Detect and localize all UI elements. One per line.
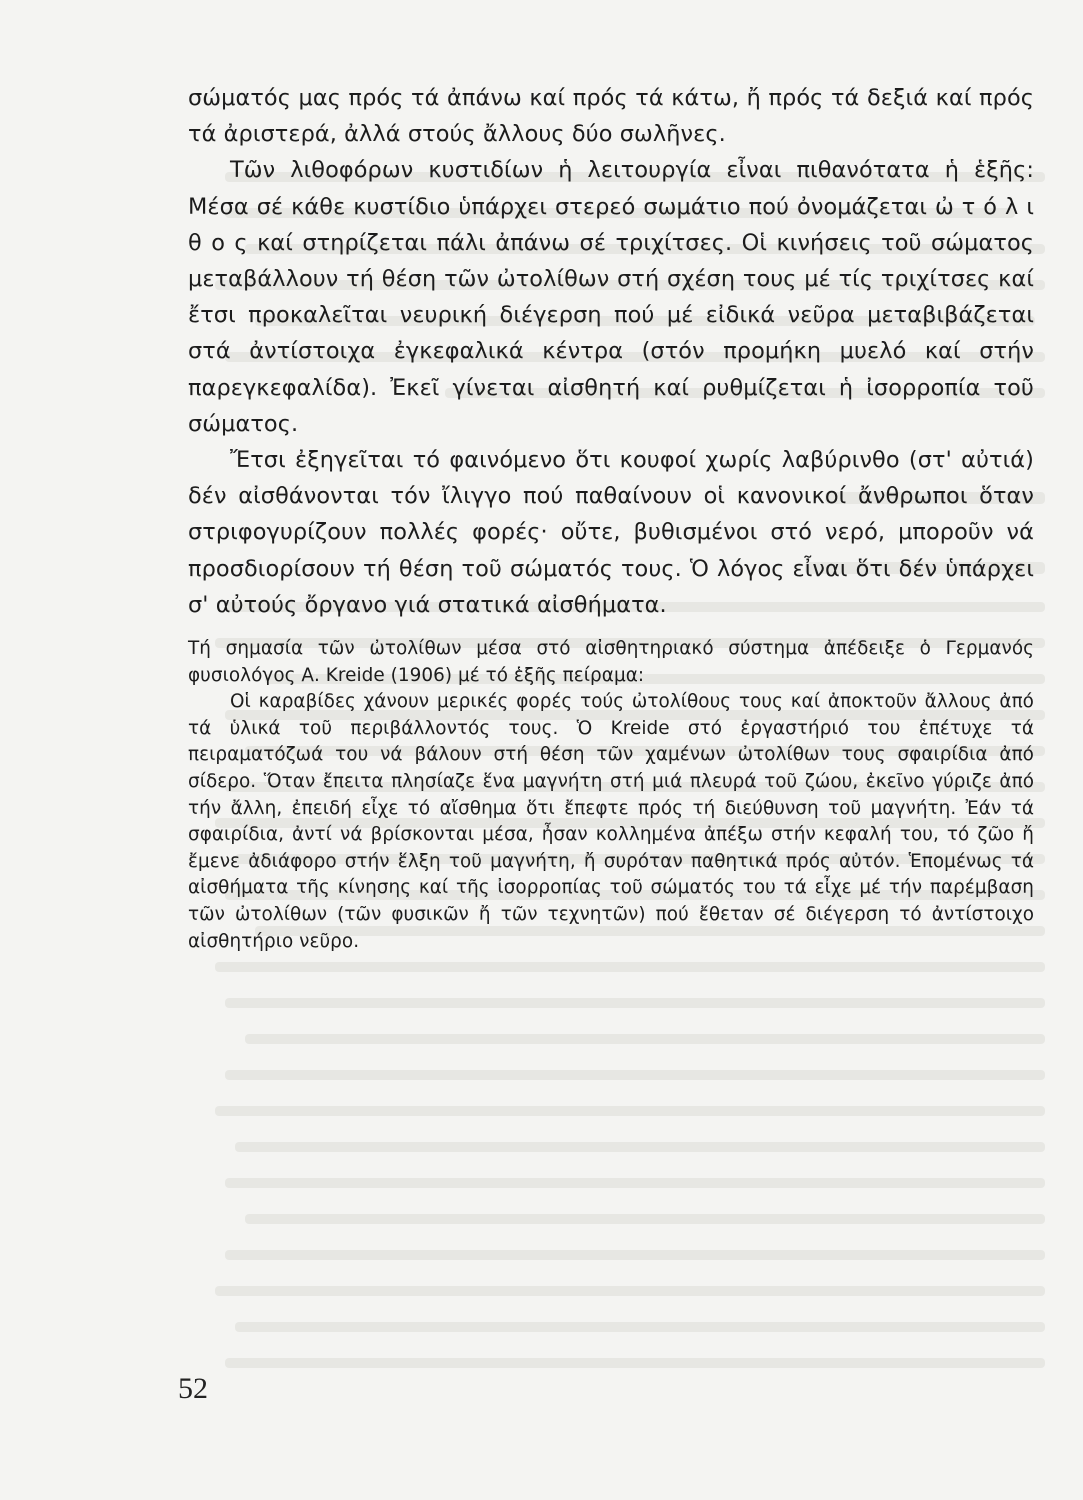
footnote-text [188,636,1034,955]
main-paragraph-2: Τῶν λιθοφόρων κυστιδίων ἡ λειτουργία εἶναι πιθανότατα ἡ ἑξῆς: Μέσα σέ κάθε κυστίδιο ὑπάρχει στερεό σωμάτιο πού ὀνομάζεται ὠ τ ό λ ι θ ο ς καί στηρίζεται πάλι ἀπάνω σέ τριχίτσες. Οἱ κινήσεις τοῦ σώματος μεταβάλλουν τή θέση τῶν ὠτολίθων στή σχέση τους μέ τίς τριχίτσες καί ἔτσι προκαλεῖται νευρική διέγερση πού μέ εἰδικά νεῦρα μεταβιβάζεται στά ἀντίστοιχα ἐγκεφαλικά κέντρα (στόν προμήκη μυελό καί στήν παρεγκεφαλίδα). Ἐκεῖ γίνεται αἰσθητή καί ρυθμίζεται ἡ ἰσορροπία τοῦ σώματος. [188,157,1034,437]
note-paragraph-2: Οἱ καραβίδες χάνουν μερικές φορές τούς ὠτολίθους τους καί ἀποκτοῦν ἄλλους ἀπό τά ὑλικά τοῦ περιβάλλοντός τους. Ὁ Kreide στό ἐργαστήριό του ἐπέτυχε τά πειραματόζωά του νά βάλουν στή θέση τῶν χαμένων ὠτολίθων τους σφαιρίδια ἀπό σίδερο. Ὅταν ἔπειτα πλησίαζε ἕνα μαγνήτη στή μιά πλευρά τοῦ ζώου, ἐκεῖνο γύριζε ἀπό τήν ἄλλη, ἐπειδή εἶχε τό αἴσθημα ὅτι ἔπεφτε πρός τή διεύθυνση τοῦ μαγνήτη. Ἐάν τά σφαιρίδια, ἀντί νά βρίσκονται μέσα, ἦσαν κολλημένα ἀπέξω στήν κεφαλή του, τό ζῶο ἤ ἔμενε ἀδιάφορο στήν ἕλξη τοῦ μαγνήτη, ἤ συρόταν παθητικά πρός αὐτόν. Ἑπομένως τά αἰσθήματα τῆς κίνησης καί τῆς ἰσορροπίας τοῦ σώματός του τά εἶχε μέ τήν παρέμβαση τῶν ὠτολίθων (τῶν φυσικῶν ἤ τῶν τεχνητῶν) πού ἔθεταν σέ διέγερση τό ἀντίστοιχο αἰσθητήριο νεῦρο. [188,691,1034,952]
main-body-text [188,80,1034,623]
main-paragraph-1: σώματός μας πρός τά ἀπάνω καί πρός τά κάτω, ἤ πρός τά δεξιά καί πρός τά ἀριστερά, ἀλλά στούς ἄλλους δύο σωλῆνες. [188,85,1034,148]
main-paragraph-3: Ἔτσι ἐξηγεῖται τό φαινόμενο ὅτι κουφοί χωρίς λαβύρινθο (στ' αὐτιά) δέν αἰσθάνονται τόν ἴλιγγο πού παθαίνουν οἱ κανονικοί ἄνθρωποι ὅταν στριφογυρίζουν πολλές φορές· οὔτε, βυθισμένοι στό νερό, μποροῦν νά προσδιορίσουν τή θέση τοῦ σώματός τους. Ὁ λόγος εἶναι ὅτι δέν ὑπάρχει σ' αὐτούς ὄργανο γιά στατικά αἰσθήματα. [188,447,1034,618]
page-number: 52 [178,1372,208,1405]
note-paragraph-1: Τή σημασία τῶν ὠτολίθων μέσα στό αἰσθητηριακό σύστημα ἀπέδειξε ὁ Γερμανός φυσιολόγος Α. Kreide (1906) μέ τό ἑξῆς πείραμα: [188,638,1034,686]
